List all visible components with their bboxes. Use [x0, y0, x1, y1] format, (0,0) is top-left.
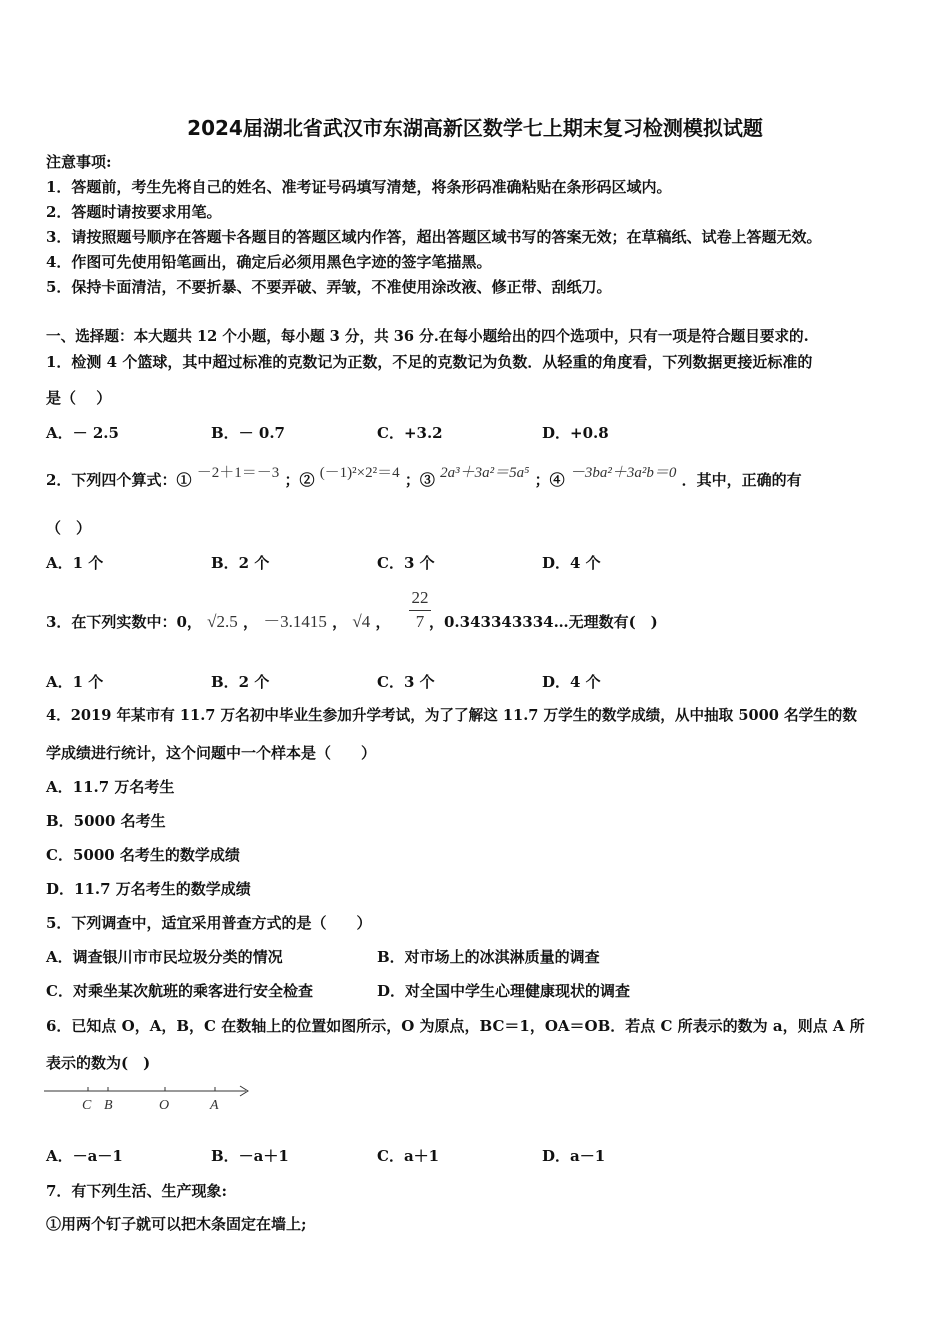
equation-2: (－1)²×2²＝4 — [319, 465, 400, 481]
question-2-suffix: ．其中，正确的有 — [681, 471, 802, 489]
option-c: C．a＋1 — [377, 1147, 440, 1165]
option-c: C．对乘坐某次航班的乘客进行安全检查 — [46, 982, 313, 1000]
option-c: C．5000 名考生的数学成绩 — [46, 846, 240, 864]
option-d: D．4 个 — [542, 554, 601, 572]
root-2-5: √2.5 — [207, 612, 238, 631]
option-d: D．11.7 万名考生的数学成绩 — [46, 880, 251, 898]
question-3-suffix: ，0.343343334…无理数有( ) — [428, 613, 658, 631]
root-4: √4 — [352, 612, 371, 631]
notice-item: 1．答题前，考生先将自己的姓名、准考证号码填写清楚，将条形码准确粘贴在条形码区域内。 — [46, 178, 672, 196]
notice-item: 3．请按照题号顺序在答题卡各题目的答题区域内作答，超出答题区域书写的答案无效；在草稿纸、试卷上答题无效。 — [46, 228, 822, 246]
option-a: A．调查银川市市民垃圾分类的情况 — [46, 948, 283, 966]
equation-4: －3ba²＋3a²b＝0 — [569, 465, 677, 481]
question-3-prefix: 3．在下列实数中：0， — [46, 613, 202, 631]
separator: ；④ — [534, 471, 565, 489]
option-b: B．2 个 — [211, 554, 270, 572]
option-d: D．对全国中学生心理健康现状的调查 — [377, 982, 631, 1000]
notice-item: 4．作图可先使用铅笔画出，确定后必须用黑色字迹的签字笔描黑。 — [46, 253, 492, 271]
question-6-line: 6．已知点 O，A，B，C 在数轴上的位置如图所示，O 为原点，BC＝1，OA＝OB．若点 C 所表示的数为 a，则点 A 所 — [46, 1017, 865, 1035]
notice-item: 2．答题时请按要求用笔。 — [46, 203, 222, 221]
separator: ， — [375, 613, 391, 631]
option-d: D．+0.8 — [542, 424, 609, 442]
option-a: A．11.7 万名考生 — [46, 778, 175, 796]
option-c: C．3 个 — [377, 673, 435, 691]
question-2-line — [46, 465, 802, 491]
label-c: C — [82, 1098, 92, 1113]
question-4-line: 4．2019 年某市有 11.7 万名初中毕业生参加升学考试，为了了解这 11.7 万学生的数学成绩，从中抽取 5000 名学生的数 — [46, 707, 857, 724]
label-b: B — [104, 1098, 113, 1113]
number-neg-3-1415: －3.1415 — [263, 612, 327, 631]
fraction-bar — [409, 610, 431, 611]
option-a: A．－a－1 — [46, 1147, 123, 1165]
number-line-figure — [44, 1080, 256, 1114]
option-b: B．－a＋1 — [211, 1147, 289, 1165]
question-2-prefix: 2．下列四个算式：① — [46, 471, 192, 489]
option-b: B．对市场上的冰淇淋质量的调查 — [377, 948, 600, 966]
equation-3: 2a³＋3a²＝5a⁵ — [440, 465, 530, 481]
question-5-line: 5．下列调查中，适宜采用普查方式的是（ ） — [46, 914, 372, 932]
label-a: A — [210, 1098, 219, 1113]
fraction-numerator: 22 — [411, 588, 429, 607]
page-title: 2024届湖北省武汉市东湖高新区数学七上期末复习检测模拟试题 — [187, 116, 763, 140]
question-1-line: 是（ ） — [46, 389, 112, 407]
option-a: A．－ 2.5 — [46, 424, 119, 442]
separator: ；③ — [404, 471, 435, 489]
separator: ， — [242, 613, 258, 631]
separator: ；② — [284, 471, 315, 489]
option-b: B．5000 名考生 — [46, 812, 166, 830]
notice-heading: 注意事项: — [46, 153, 112, 171]
option-b: B．－ 0.7 — [211, 424, 285, 442]
option-d: D．4 个 — [542, 673, 601, 691]
question-7-line: 7．有下列生活、生产现象: — [46, 1182, 227, 1200]
question-2-line: （ ） — [46, 519, 92, 537]
option-d: D．a－1 — [542, 1147, 606, 1165]
section-heading: 一、选择题：本大题共 12 个小题，每小题 3 分，共 36 分.在每小题给出的四个选项中，只有一项是符合题目要求的. — [46, 328, 809, 345]
option-c: C．3 个 — [377, 554, 435, 572]
fraction-denominator: 7 — [415, 612, 425, 631]
question-1-line: 1．检测 4 个篮球，其中超过标准的克数记为正数，不足的克数记为负数．从轻重的角度看，下列数据更接近标准的 — [46, 353, 813, 371]
question-4-line: 学成绩进行统计，这个问题中一个样本是（ ） — [46, 744, 377, 762]
option-b: B．2 个 — [211, 673, 270, 691]
label-o: O — [159, 1098, 170, 1113]
question-6-line: 表示的数为( ) — [46, 1054, 151, 1072]
question-3-line — [46, 612, 658, 632]
equation-1: －2＋1＝－3 — [196, 465, 280, 481]
option-c: C．+3.2 — [377, 424, 443, 442]
separator: ， — [332, 613, 348, 631]
option-a: A．1 个 — [46, 673, 104, 691]
option-a: A．1 个 — [46, 554, 104, 572]
question-7-item: ①用两个钉子就可以把木条固定在墙上; — [46, 1215, 307, 1233]
notice-item: 5．保持卡面清洁，不要折暴、不要弄破、弄皱，不准使用涂改液、修正带、刮纸刀。 — [46, 278, 612, 296]
